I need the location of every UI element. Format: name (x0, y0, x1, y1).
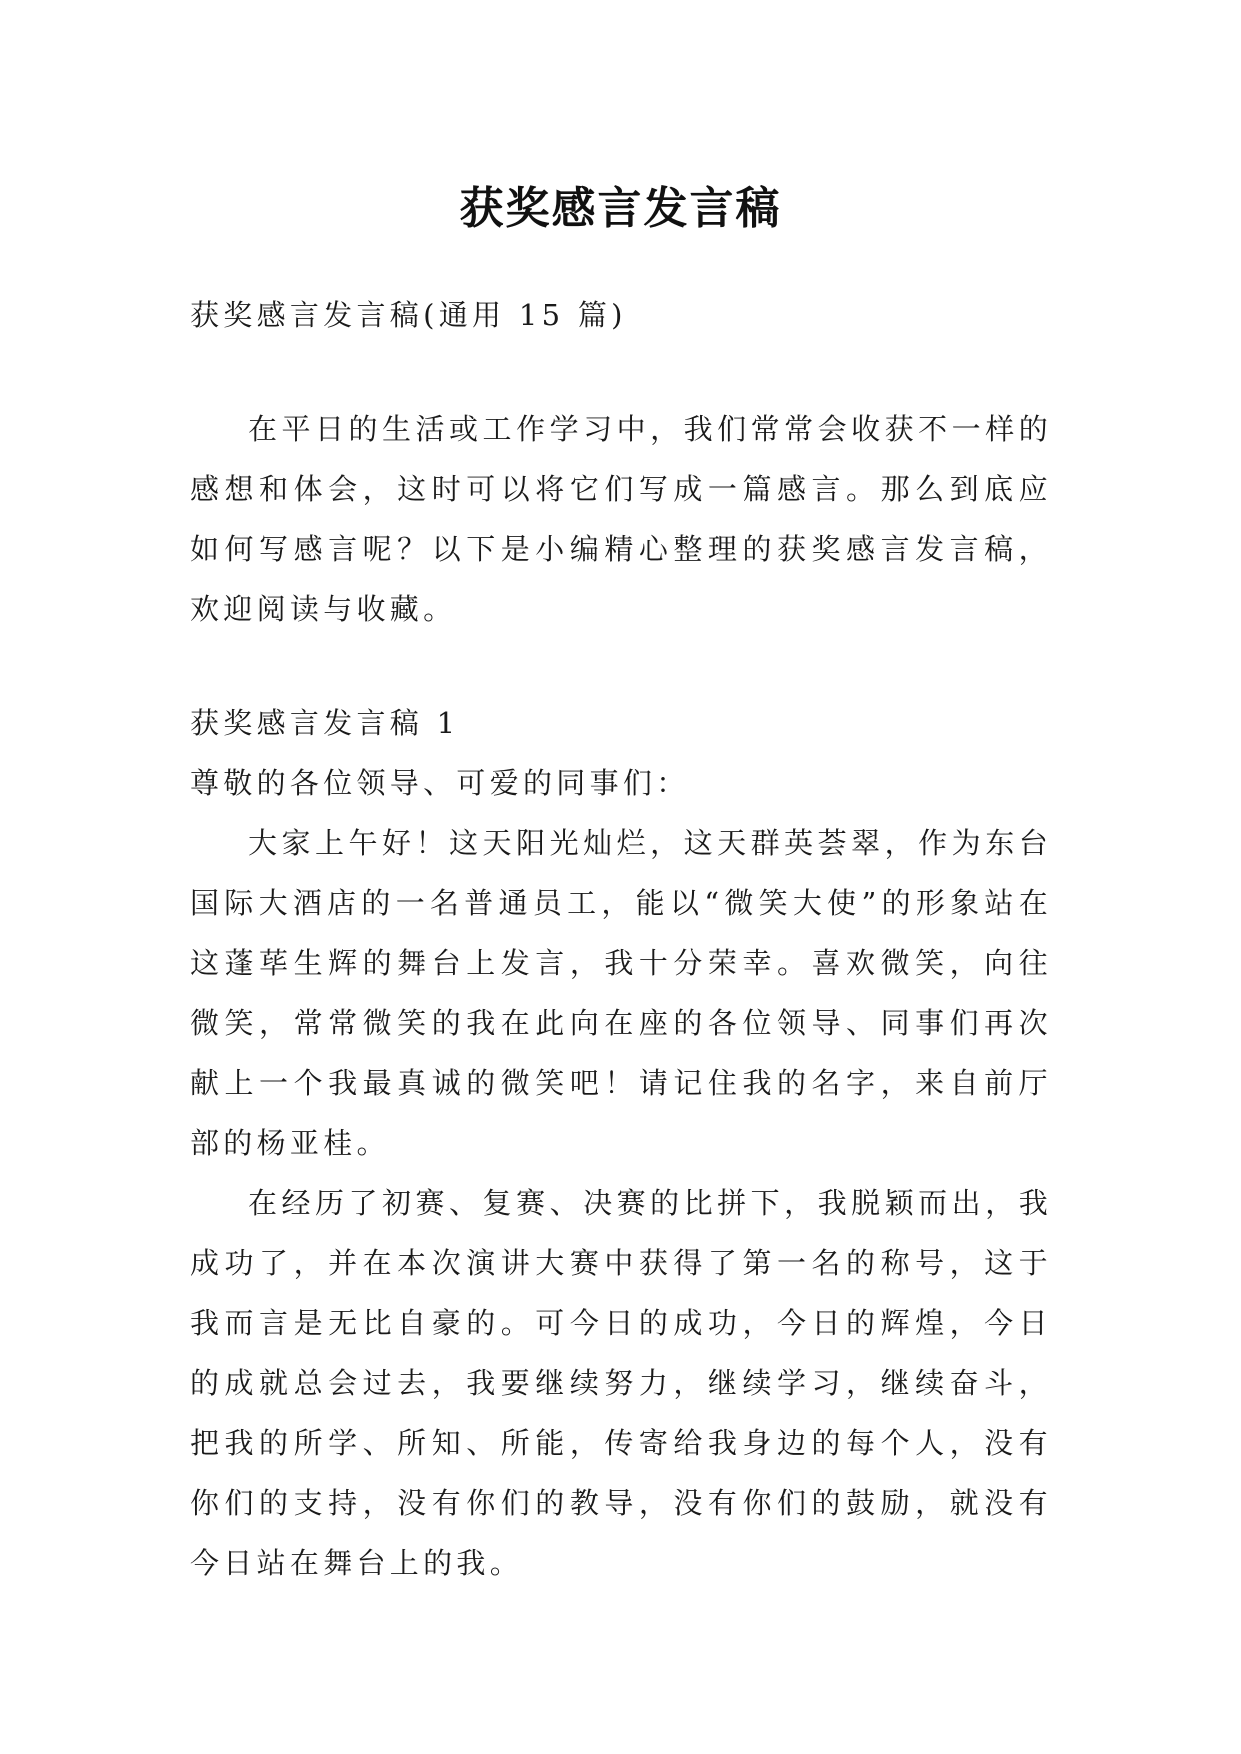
document-body (190, 285, 1052, 1593)
body-paragraph: 在经历了初赛、复赛、决赛的比拼下，我脱颖而出，我成功了，并在本次演讲大赛中获得了第一名的称号，这于我而言是无比自豪的。可今日的成功，今日的辉煌，今日的成就总会过去，我要继续努力，继续学习，继续奋斗，把我的所学、所知、所能，传寄给我身边的每个人，没有你们的支持，没有你们的教导，没有你们的鼓励，就没有今日站在舞台上的我。 (190, 1186, 1052, 1580)
document-subtitle: 获奖感言发言稿(通用 15 篇) (190, 298, 627, 332)
salutation: 尊敬的各位领导、可爱的同事们： (190, 766, 690, 800)
intro-paragraph: 在平日的生活或工作学习中，我们常常会收获不一样的感想和体会，这时可以将它们写成一篇感言。那么到底应如何写感言呢？以下是小编精心整理的获奖感言发言稿，欢迎阅读与收藏。 (190, 412, 1052, 626)
body-paragraph: 大家上午好！这天阳光灿烂，这天群英荟翠，作为东台国际大酒店的一名普通员工，能以“微笑大使”的形象站在这蓬荜生辉的舞台上发言，我十分荣幸。喜欢微笑，向往微笑，常常微笑的我在此向在座的各位领导、同事们再次献上一个我最真诚的微笑吧！请记住我的名字，来自前厅部的杨亚桂。 (190, 826, 1052, 1160)
section-heading: 获奖感言发言稿 1 (190, 706, 460, 740)
document-title: 获奖感言发言稿 (459, 183, 782, 235)
